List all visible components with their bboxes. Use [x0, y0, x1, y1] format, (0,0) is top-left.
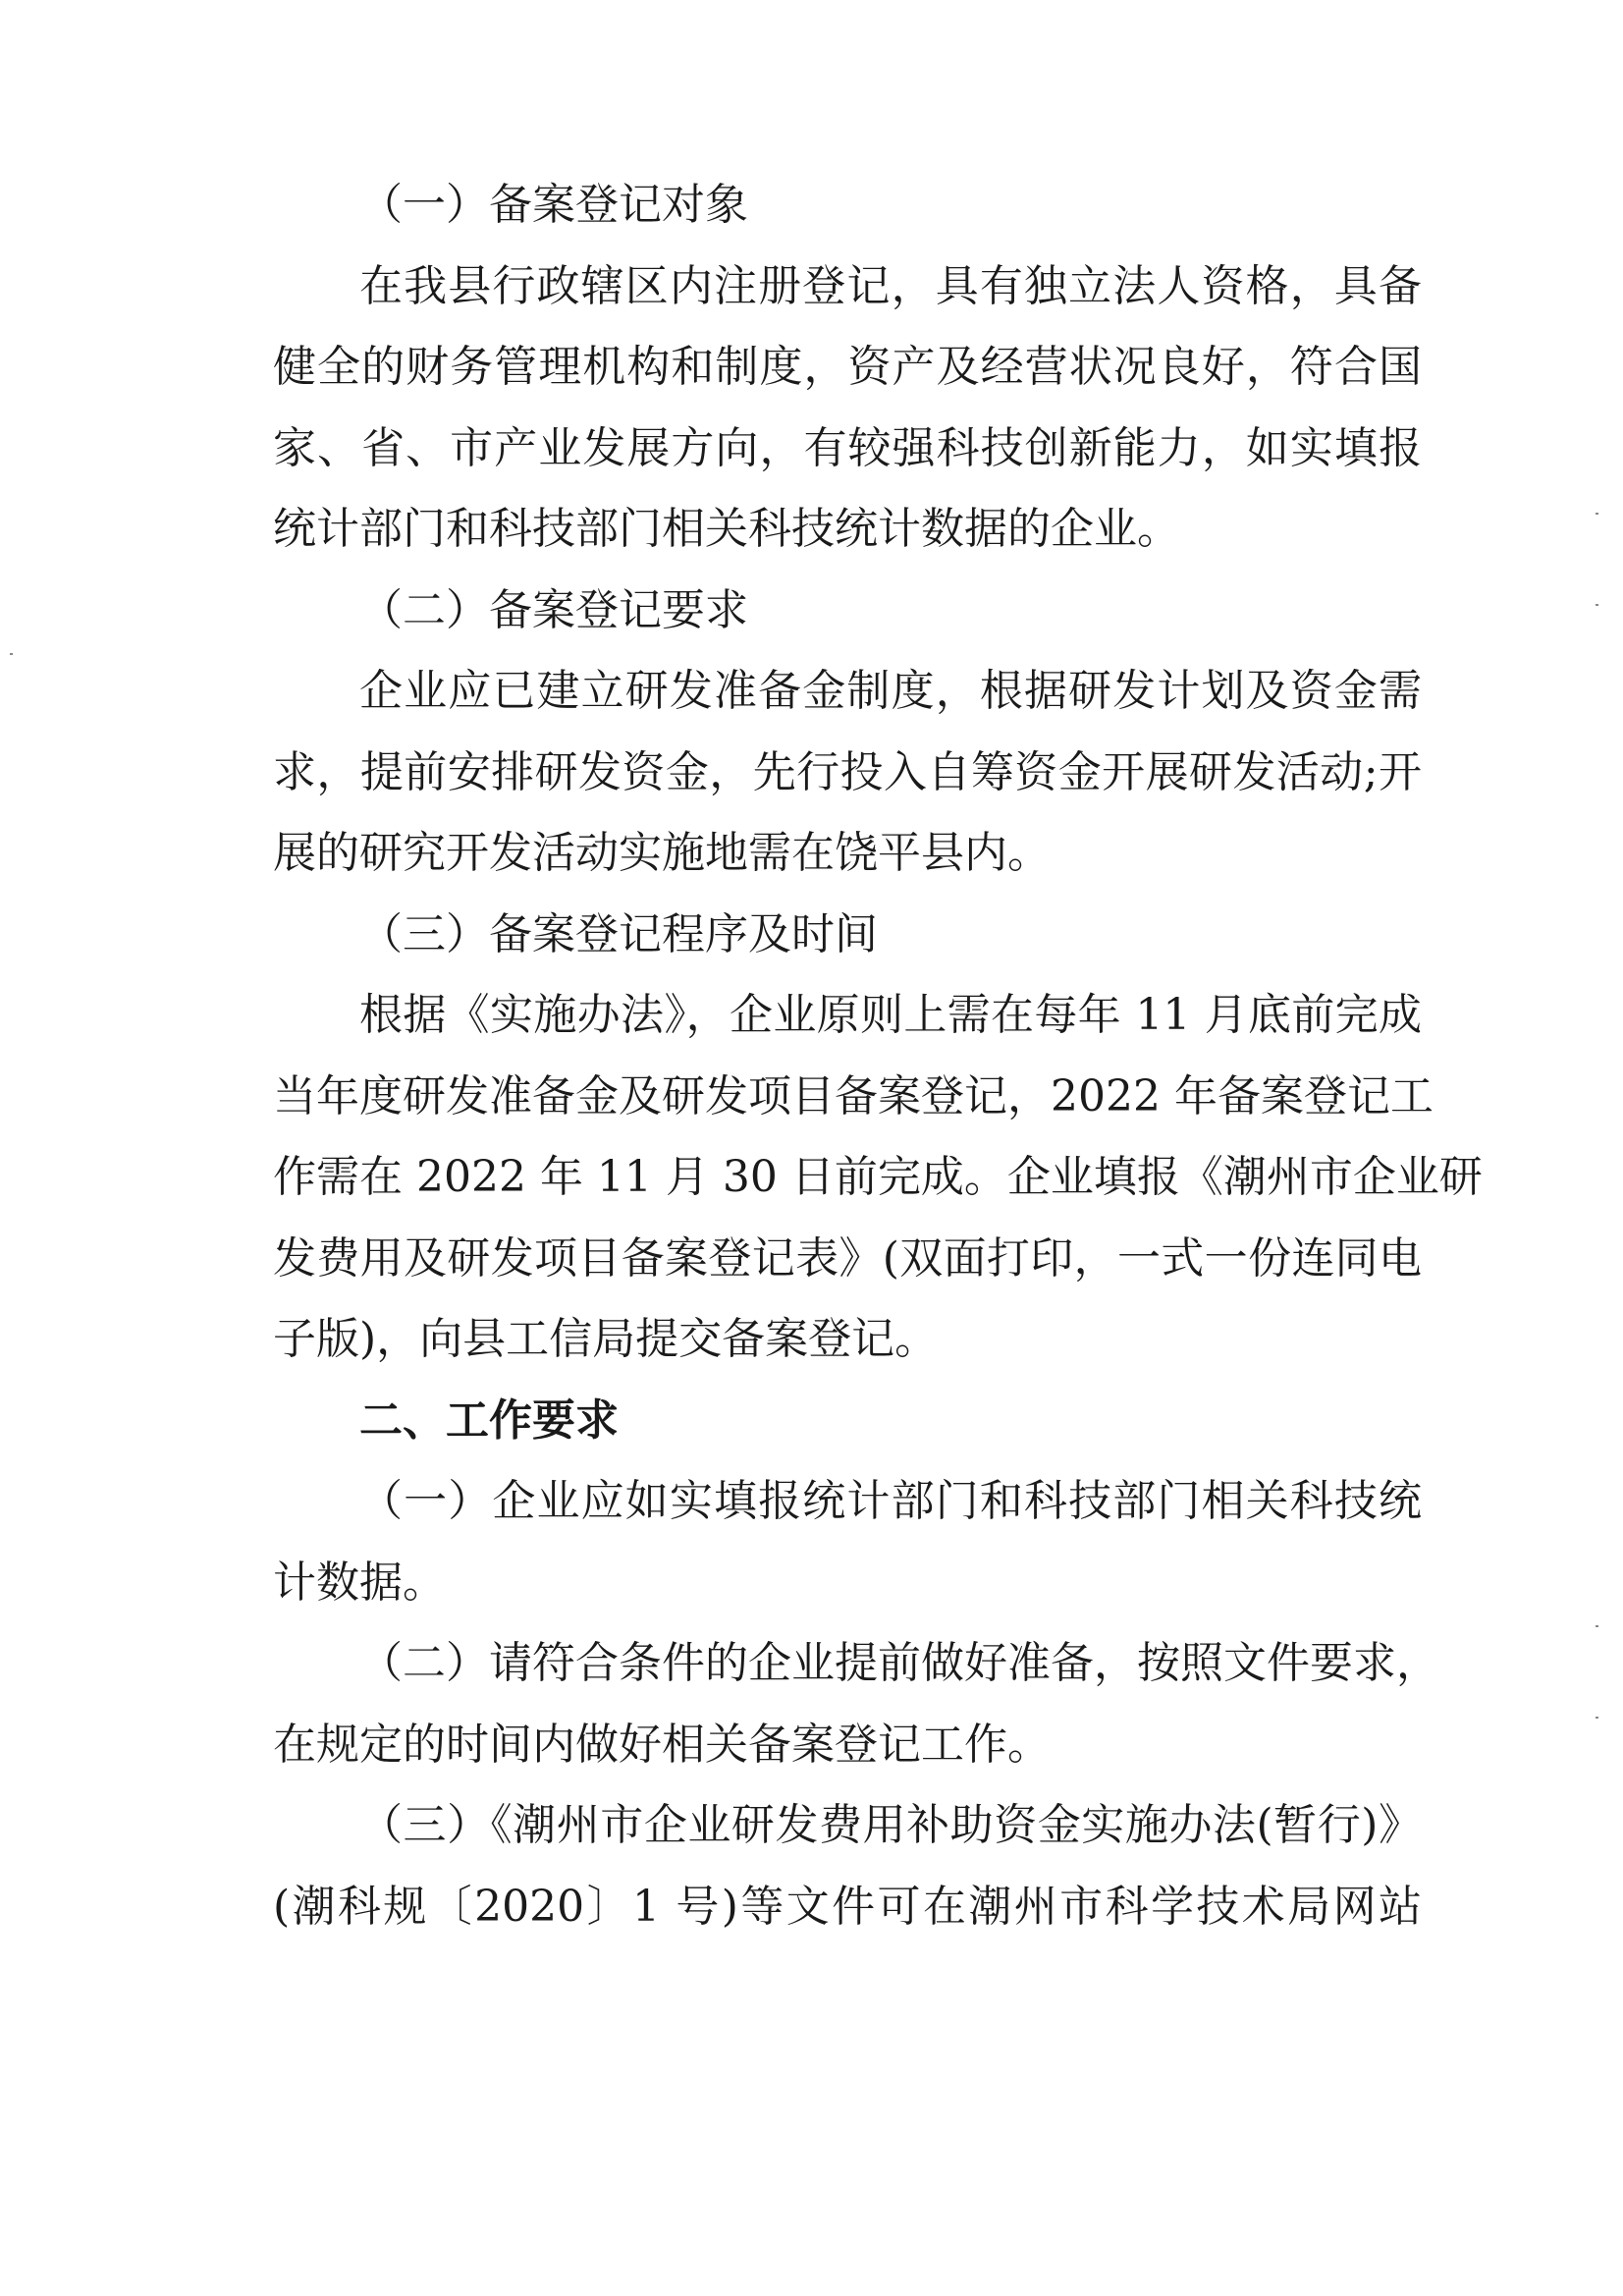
paragraph-line: 当年度研发准备金及研发项目备案登记，2022 年备案登记工	[273, 1070, 1434, 1121]
paragraph-line: 家、省、市产业发展方向，有较强科技创新能力，如实填报	[273, 422, 1422, 473]
scan-mark	[1596, 604, 1598, 606]
section-heading-work-requirements: 二、工作要求	[359, 1394, 619, 1446]
paragraph-line: (潮科规〔2020〕1 号)等文件可在潮州市科学技术局网站	[273, 1881, 1422, 1932]
paragraph-line: 统计部门和科技部门相关科技统计数据的企业。	[273, 504, 1180, 554]
paragraph-line: 根据《实施办法》，企业原则上需在每年 11 月底前完成	[359, 990, 1422, 1040]
subheading-filing-requirements: （二）备案登记要求	[359, 584, 748, 635]
paragraph-line: （二）请符合条件的企业提前做好准备，按照文件要求，	[359, 1638, 1439, 1688]
paragraph-line: 在我县行政辖区内注册登记，具有独立法人资格，具备	[359, 260, 1422, 311]
paragraph-line: 企业应已建立研发准备金制度，根据研发计划及资金需	[359, 666, 1422, 716]
paragraph-line: 在规定的时间内做好相关备案登记工作。	[273, 1719, 1051, 1770]
paragraph-line: 计数据。	[273, 1557, 446, 1608]
document-body	[273, 165, 1483, 1947]
scan-mark	[10, 653, 13, 655]
scan-mark	[1596, 1625, 1598, 1627]
subheading-filing-subject: （一）备案登记对象	[359, 180, 748, 230]
scan-mark	[1596, 513, 1598, 515]
paragraph-line: 作需在 2022 年 11 月 30 日前完成。企业填报《潮州市企业研	[273, 1152, 1483, 1202]
paragraph-line: 展的研究开发活动实施地需在饶平县内。	[273, 828, 1051, 878]
scan-mark	[1596, 1717, 1598, 1719]
paragraph-line: 发费用及研发项目备案登记表》(双面打印，一式一份连同电	[273, 1232, 1422, 1284]
paragraph-line: 子版)，向县工信局提交备案登记。	[273, 1314, 939, 1364]
paragraph-line: 求，提前安排研发资金，先行投入自筹资金开展研发活动;开	[273, 746, 1422, 797]
subheading-filing-procedure: （三）备案登记程序及时间	[359, 908, 878, 959]
paragraph-line: （三）《潮州市企业研发费用补助资金实施办法(暂行)》	[359, 1800, 1422, 1850]
paragraph-line: （一）企业应如实填报统计部门和科技部门相关科技统	[359, 1476, 1422, 1526]
paragraph-line: 健全的财务管理机构和制度，资产及经营状况良好，符合国	[273, 342, 1422, 392]
